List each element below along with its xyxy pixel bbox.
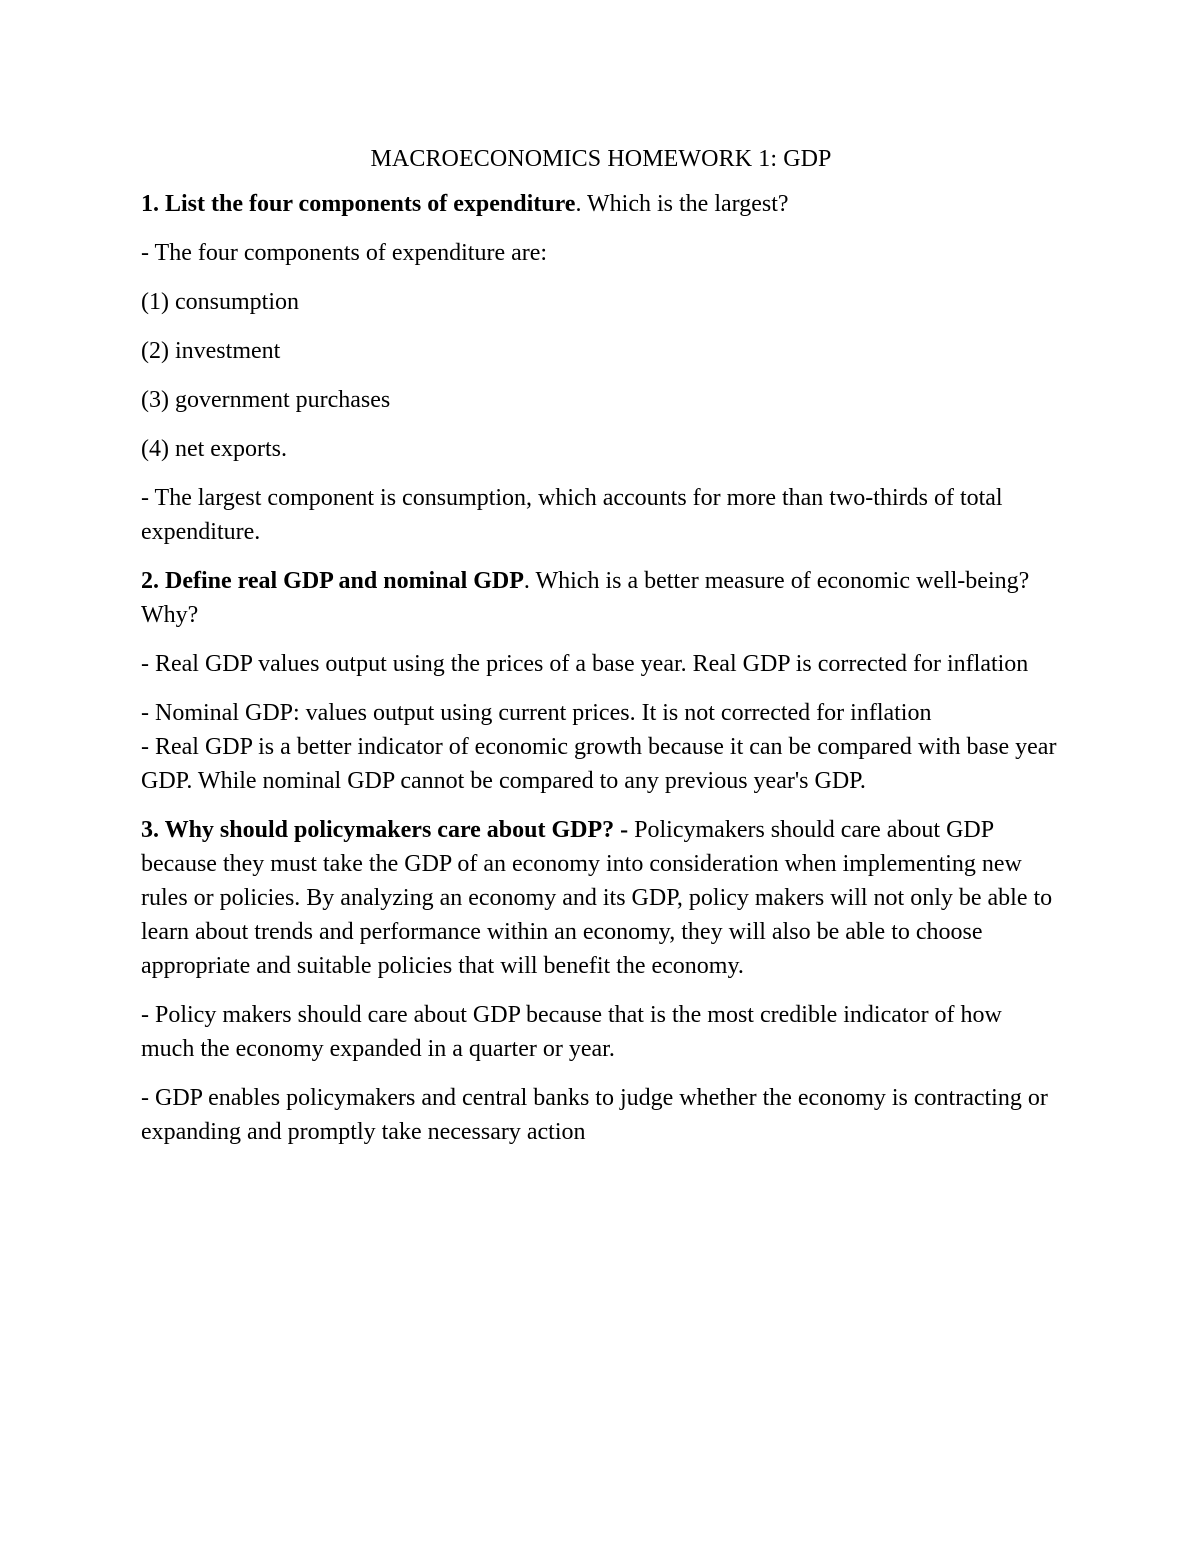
question-2-real-gdp: - Real GDP values output using the prices of a base year. Real GDP is corrected for inflation [141,651,1029,677]
list-item: (3) government purchases [141,387,391,413]
question-3-point-2: - GDP enables policymakers and central banks to judge whether the economy is contracting or expanding and promptly take necessary action [141,1085,1048,1145]
question-1 [141,187,1061,221]
question-3-text: Policymakers should care about GDP because they must take the GDP of an economy into consideration when implementing new rules or policies. By analyzing an economy and its GDP, policy makers will not only be able to learn about trends and performance within an economy, they will also be able to choose appropriate and suitable policies that will benefit the economy. [141,817,1053,979]
question-2-nominal-gdp: - Nominal GDP: values output using current prices. It is not corrected for inflation [141,700,932,726]
question-3-point-1: - Policy makers should care about GDP because that is the most credible indicator of how much the economy expanded in a quarter or year. [141,1002,1002,1062]
question-1-answer: - The largest component is consumption, which accounts for more than two-thirds of total expenditure. [141,485,1003,545]
list-item: (2) investment [141,338,281,364]
list-item: (1) consumption [141,289,299,315]
question-3-heading: 3. Why should policymakers care about GDP? - [141,817,629,843]
question-2-text: . Which is a better measure of economic well-being? Why? [141,568,1030,628]
list-item: (4) net exports. [141,436,287,462]
question-3 [141,813,1061,983]
question-2-heading: 2. Define real GDP and nominal GDP [141,568,524,594]
question-1-heading: 1. List the four components of expenditure [141,191,576,217]
question-2-better-measure: - Real GDP is a better indicator of economic growth because it can be compared with base year GDP. While nominal GDP cannot be compared to any previous year's GDP. [141,734,1057,794]
document-body [141,142,1061,1164]
document-title: MACROECONOMICS HOMEWORK 1: GDP [370,146,832,172]
question-2 [141,564,1061,632]
question-1-text: . Which is the largest? [575,191,789,217]
question-1-intro: - The four components of expenditure are: [141,240,548,266]
